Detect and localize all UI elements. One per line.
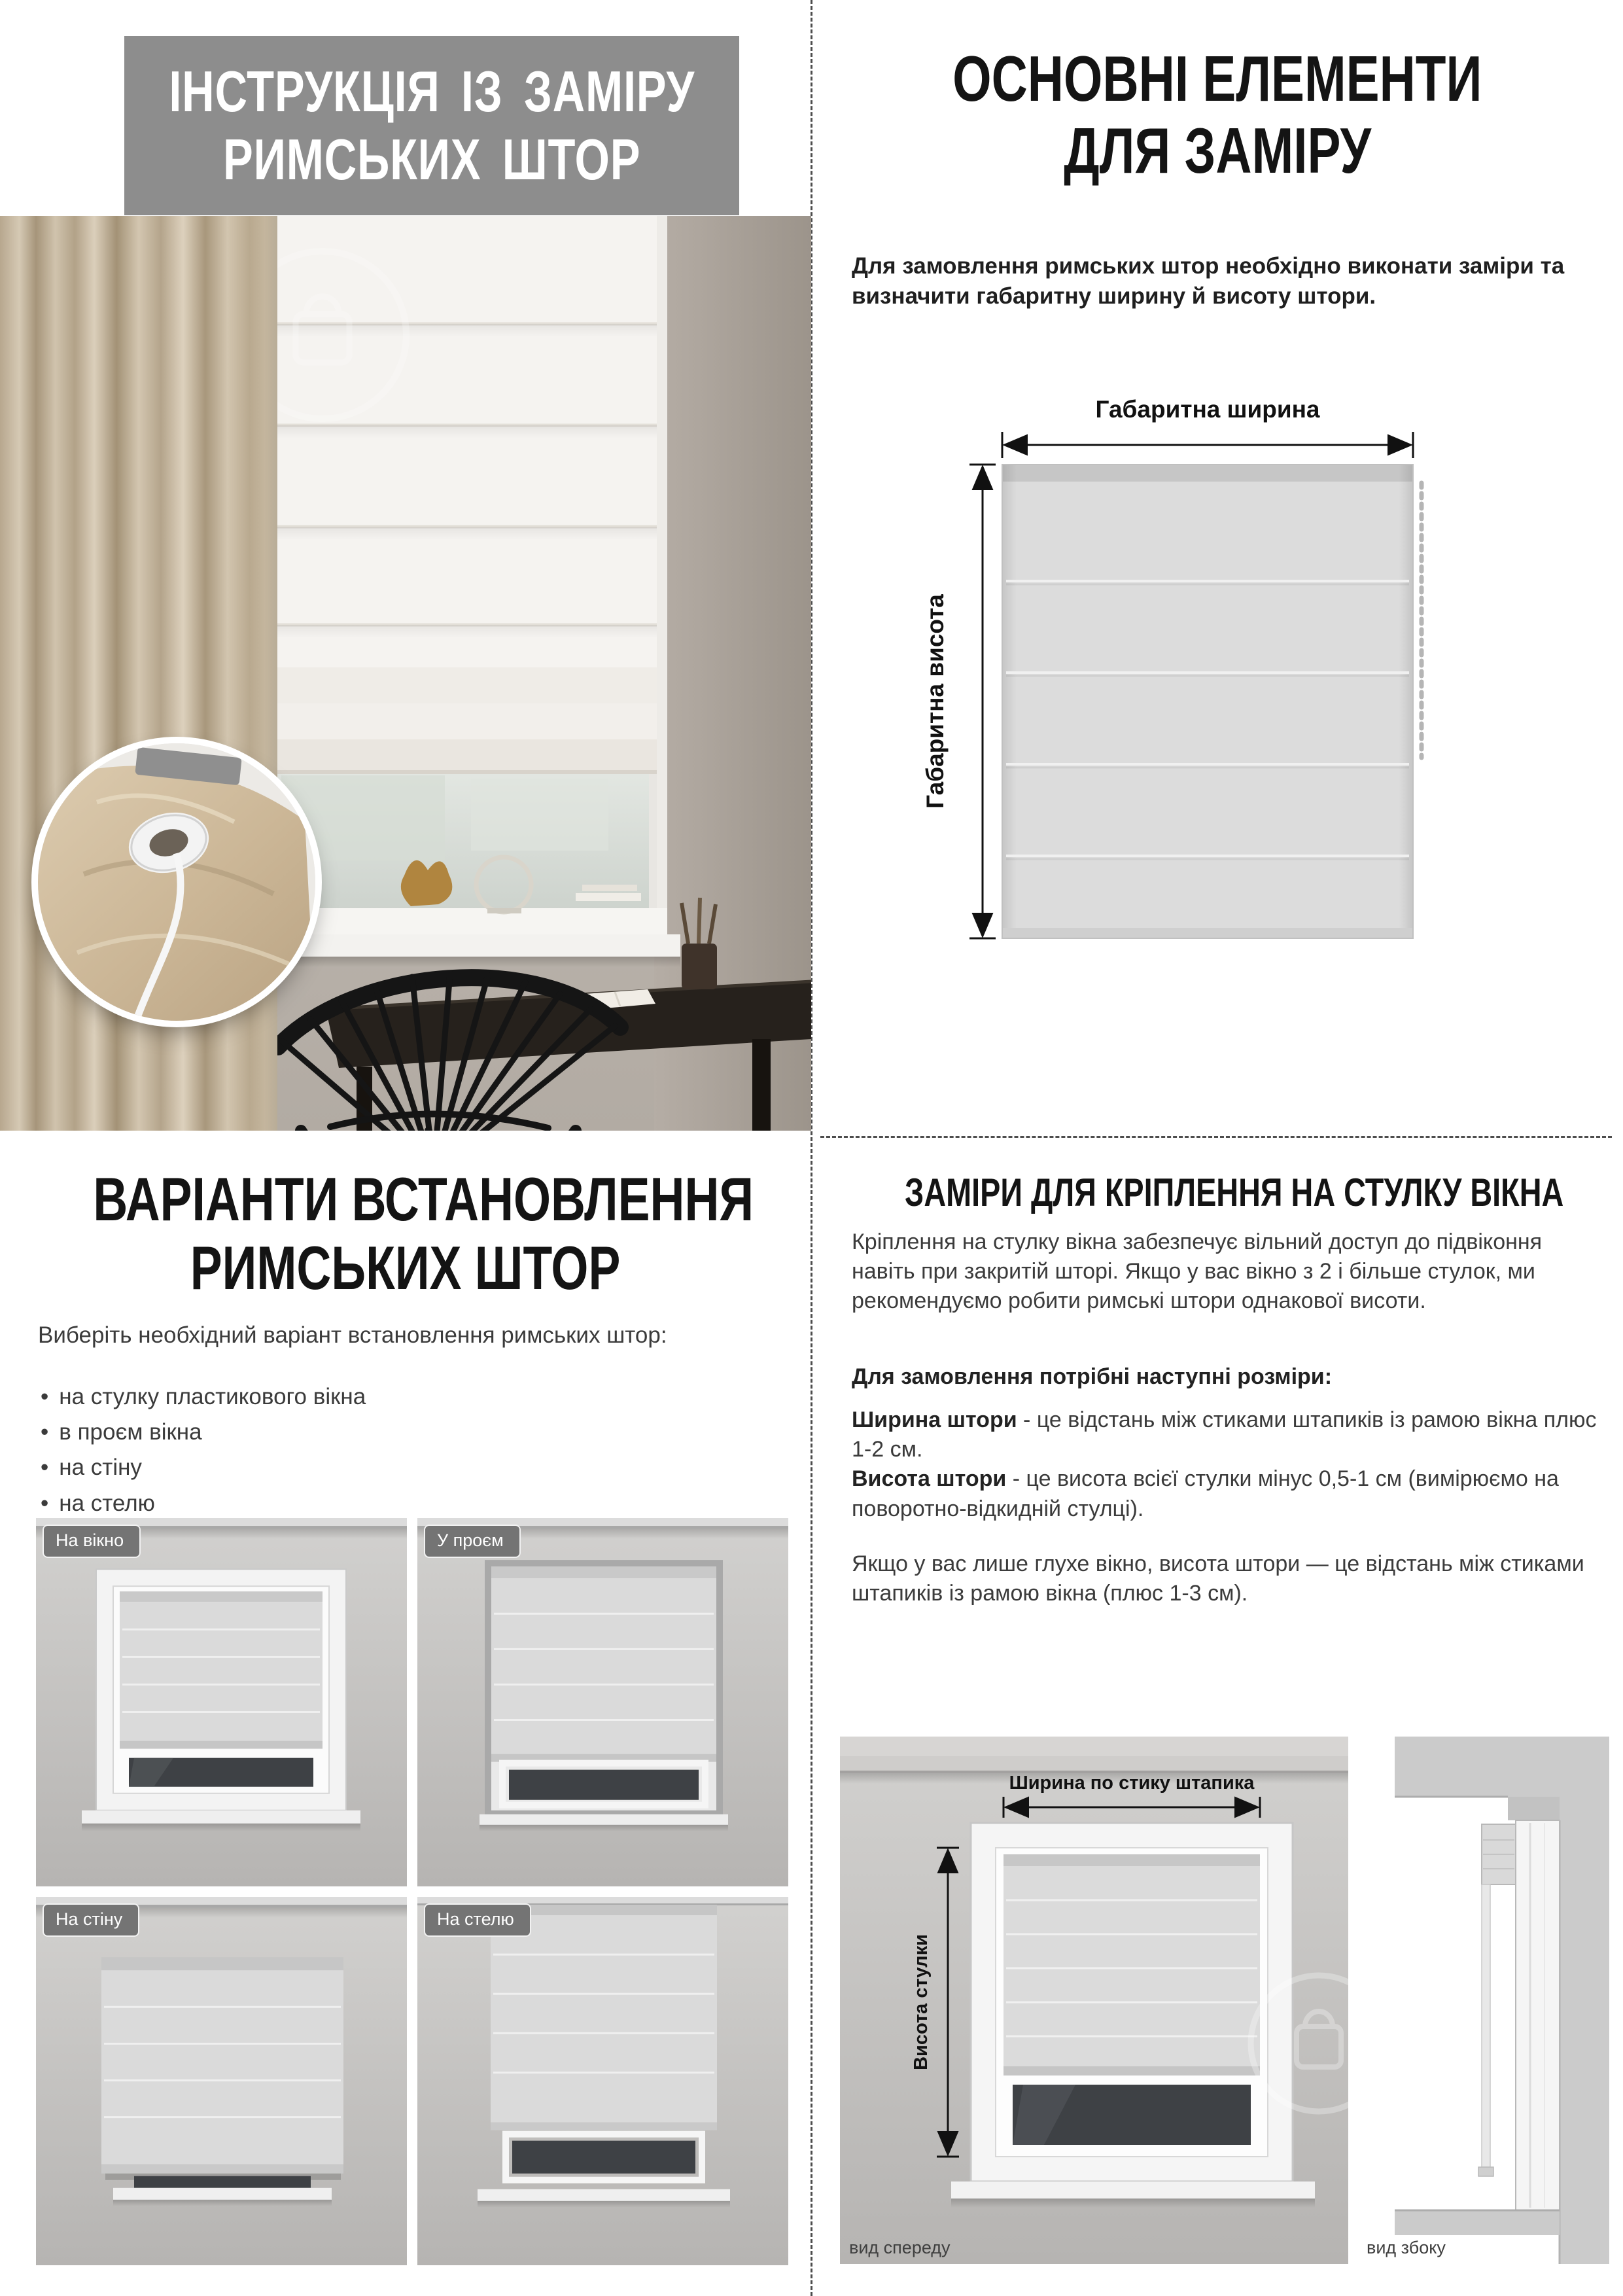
- blind-drawing: [1002, 465, 1422, 938]
- sash-size-definitions: Ширина штори - це відстань між стиками штапиків із рамою вікна плюс 1-2 см. Висота штори - це висота всієї стулки мінус 0,5-1 см (вимірюємо на поворотно-відкидній стулці).: [852, 1407, 1597, 1521]
- install-variant-tile-wall: [36, 1897, 407, 2265]
- install-variant-tile-opening: [417, 1518, 788, 1886]
- height-term: Висота штори: [852, 1466, 1007, 1492]
- horizontal-dashed-divider: [820, 1136, 1612, 1138]
- grommet-detail-inset: [38, 743, 315, 1021]
- sash-height-label: Висота стулки: [911, 1934, 932, 2070]
- list-item: • в проєм вікна: [41, 1417, 760, 1447]
- front-view-diagram: [840, 1737, 1348, 2264]
- list-item: • на стулку пластикового вікна: [41, 1382, 760, 1412]
- section-title-measure: ОСНОВНІ ЕЛЕМЕНТИ ДЛЯ ЗАМІРУ: [952, 43, 1482, 186]
- header-title-line2: РИМСЬКИХ ШТОР: [222, 127, 641, 192]
- side-view-caption: вид збоку: [1367, 2238, 1446, 2257]
- sash-paragraph-1: Кріплення на стулку вікна забезпечує вільний доступ до підвіконня навіть при закритій шторі. Якщо у вас вікно з 2 і більше стулок, ми рекомендуємо робити римські штори однакової висоти.: [852, 1229, 1543, 1314]
- variant-label-chip: На стіну: [43, 1903, 139, 1937]
- install-variant-grid: [36, 1518, 788, 2265]
- variant-label-chip: На стелю: [424, 1903, 531, 1937]
- width-dimension-label: Габаритна ширина: [1095, 396, 1320, 423]
- install-options-list: [41, 1382, 760, 1524]
- section-title-install: ВАРІАНТИ ВСТАНОВЛЕННЯ РИМСЬКИХ ШТОР: [93, 1165, 754, 1303]
- sash-width-label: Ширина по стику штапика: [1009, 1773, 1255, 1793]
- variant-label-chip: На вікно: [43, 1525, 141, 1558]
- window-drawing: [951, 1823, 1315, 2208]
- side-view-diagram: [1359, 1737, 1609, 2264]
- blind-dimensions-diagram: [837, 385, 1616, 993]
- header-title-line1: ІНСТРУКЦІЯ ІЗ ЗАМІРУ: [169, 59, 695, 124]
- list-item: • на стелю: [41, 1489, 760, 1519]
- variant-label-chip: У проєм: [424, 1525, 521, 1558]
- sash-paragraph-2: Якщо у вас лише глухе вікно, висота штори — це відстань між стиками штапиків із рамою вікна (плюс 1-3 см).: [852, 1551, 1584, 1606]
- width-term: Ширина штори: [852, 1407, 1017, 1432]
- section-title-sash-measure: ЗАМІРИ ДЛЯ КРІПЛЕННЯ НА СТУЛКУ ВІКНА: [905, 1171, 1564, 1214]
- sash-sizes-heading: Для замовлення потрібні наступні розміри:: [852, 1364, 1333, 1389]
- height-dimension-label: Габаритна висота: [922, 594, 949, 809]
- install-variant-tile-ceiling: [417, 1897, 788, 2265]
- install-intro-text: Виберіть необхідний варіант встановлення римських штор:: [38, 1322, 667, 1348]
- front-view-caption: вид спереду: [849, 2238, 951, 2257]
- list-item: • на стіну: [41, 1453, 760, 1483]
- install-variant-tile-window: [36, 1518, 407, 1886]
- measure-intro-text: Для замовлення римських штор необхідно виконати заміри та визначити габаритну ширину й висоту штори.: [852, 253, 1565, 309]
- page-header: [124, 36, 739, 215]
